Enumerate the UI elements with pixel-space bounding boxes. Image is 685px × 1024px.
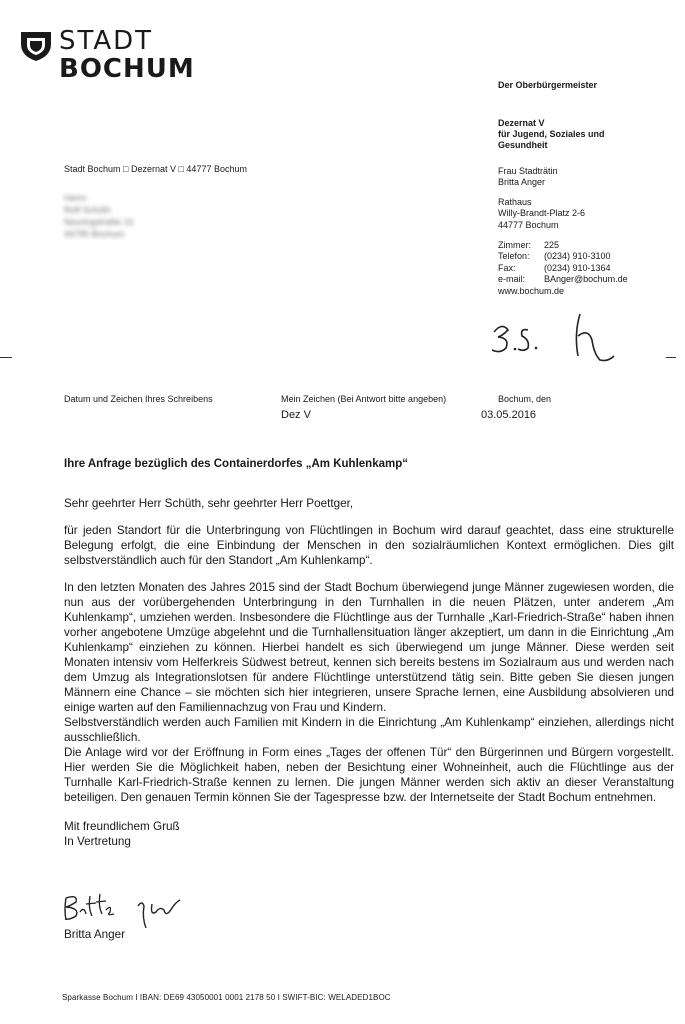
fold-mark	[0, 357, 12, 358]
department-line: Gesundheit	[498, 139, 548, 150]
fold-mark	[666, 357, 676, 358]
contact-label: Fax:	[498, 262, 516, 273]
department-block	[498, 118, 668, 150]
letter-date: 03.05.2016	[481, 409, 537, 421]
recipient-line: 44795 Bochum	[64, 229, 125, 240]
contact-row	[498, 274, 628, 285]
closing-greeting: Mit freundlichem Gruß	[64, 820, 180, 833]
contact-label: Telefon:	[498, 251, 530, 262]
sender-address	[498, 197, 585, 231]
closing	[64, 819, 674, 849]
bank-footer: Sparkasse Bochum I IBAN: DE69 43050001 0001 2178 50 I SWIFT-BIC: WELADED1BOC	[62, 993, 391, 1002]
return-address: Stadt Bochum □ Dezernat V □ 44777 Bochum	[64, 164, 247, 174]
body-paragraph: In den letzten Monaten des Jahres 2015 sind der Stadt Bochum überwiegend junge Männer zugewiesen worden, die nun aus der vorübergehenden Unterbringung in den Turnhallen in die neuen Plätzen, unter anderem „Am Kuhlenkamp“, umziehen werden. Insbesondere die Flüchtlinge aus der Turnhalle „Karl-Friedrich-Straße“ haben ihnen vorher angebotene Umzüge abgelehnt und die Turnhallensituation länger akzeptiert, um dann in die Einrichtung „Am Kuhlenkamp“ einziehen zu können. Hierbei handelt es sich überwiegend um junge Männer. Diese werden seit Monaten intensiv vom Helferkreis Südwest betreut, kennen sich bereits bestens im Sozialraum aus und werden nach dem Umzug als Integrationslotsen für andere Flüchtlinge unterstützend tätig sein. Bitte geben Sie diesen jungen Männern eine Chance – sie möchten sich hier integrieren, unsere Sprache lernen, eine Ausbildung absolvieren und einige warten auf den Familiennachzug von Frau und Kindern.	[64, 581, 674, 714]
your-reference-label: Datum und Zeichen Ihres Schreibens	[64, 394, 213, 404]
recipient-line: Neuringstraße 10	[64, 217, 134, 228]
contact-row	[498, 251, 628, 262]
salutation: Sehr geehrter Herr Schüth, sehr geehrter Herr Poettger,	[64, 497, 354, 510]
logo-bochum: BOCHUM	[59, 54, 195, 84]
handwritten-signature	[60, 890, 210, 932]
body-paragraph: Die Anlage wird vor der Eröffnung in Form eines „Tages der offenen Tür“ den Bürgerinnen und Bürgern vorgestellt. Hier werden Sie die Möglichkeit haben, neben der Besichtung einer Wohneinheit, auch die Flüchtlinge aus der Turnhalle Karl-Friedrich-Straße kennen zu lernen. Die jungen Männer werden sich aktiv an dieser Veranstaltung beteiligen. Den genauen Termin können Sie der Tagespresse bzw. der Internetseite der Stadt Bochum entnehmen.	[64, 746, 674, 804]
sender-title: Der Oberbürgermeister	[498, 80, 598, 90]
department-line: für Jugend, Soziales und	[498, 128, 605, 139]
contact-person	[498, 166, 558, 189]
contact-label: e-mail:	[498, 273, 526, 284]
website-link[interactable]: www.bochum.de	[498, 286, 565, 296]
address-line: 44777 Bochum	[498, 219, 559, 230]
recipient-address	[64, 192, 134, 241]
body-paragraph: Selbstverständlich werden auch Familien mit Kindern in die Einrichtung „Am Kuhlenkamp“ einziehen, allerdings nicht ausschließlich.	[64, 716, 674, 744]
bochum-shield-icon	[19, 28, 53, 62]
email-link[interactable]: BAnger@bochum.de	[544, 273, 628, 284]
logo-stadt: STADT	[59, 26, 154, 56]
recipient-line: Herrn	[64, 193, 87, 203]
letter-subject: Ihre Anfrage bezüglich des Containerdorfes „Am Kuhlenkamp“	[64, 458, 408, 470]
department-line: Dezernat V	[498, 118, 545, 128]
contact-row	[498, 263, 628, 274]
address-line: Willy-Brandt-Platz 2-6	[498, 208, 586, 219]
closing-proxy: In Vertretung	[64, 835, 131, 848]
handwritten-initials	[488, 306, 628, 366]
contact-details	[498, 240, 628, 285]
contact-value: 225	[544, 240, 560, 250]
my-reference-label: Mein Zeichen (Bei Antwort bitte angeben)	[281, 394, 447, 404]
contact-person-name: Britta Anger	[498, 177, 546, 188]
recipient-line: Rolf Schüth	[64, 205, 111, 216]
address-line: Rathaus	[498, 197, 532, 207]
city-logo	[19, 28, 195, 82]
body-paragraph: für jeden Standort für die Unterbringung von Flüchtlingen in Bochum wird darauf geachtet, dass eine strukturelle Belegung erfolgt, die eine Einbindung der Menschen in den sozialräumlichen Kontext ermöglichen. Dies gilt selbstverständlich auch für den Standort „Am Kuhlenkamp“.	[64, 524, 674, 567]
contact-value: (0234) 910-1364	[544, 262, 611, 273]
letter-body	[64, 496, 674, 849]
contact-label: Zimmer:	[498, 240, 531, 250]
contact-person-title: Frau Stadträtin	[498, 166, 558, 176]
my-reference-value: Dez V	[281, 409, 311, 421]
contact-row	[498, 240, 628, 251]
contact-value: (0234) 910-3100	[544, 251, 611, 262]
signer-name: Britta Anger	[64, 928, 126, 941]
date-label: Bochum, den	[498, 394, 552, 404]
